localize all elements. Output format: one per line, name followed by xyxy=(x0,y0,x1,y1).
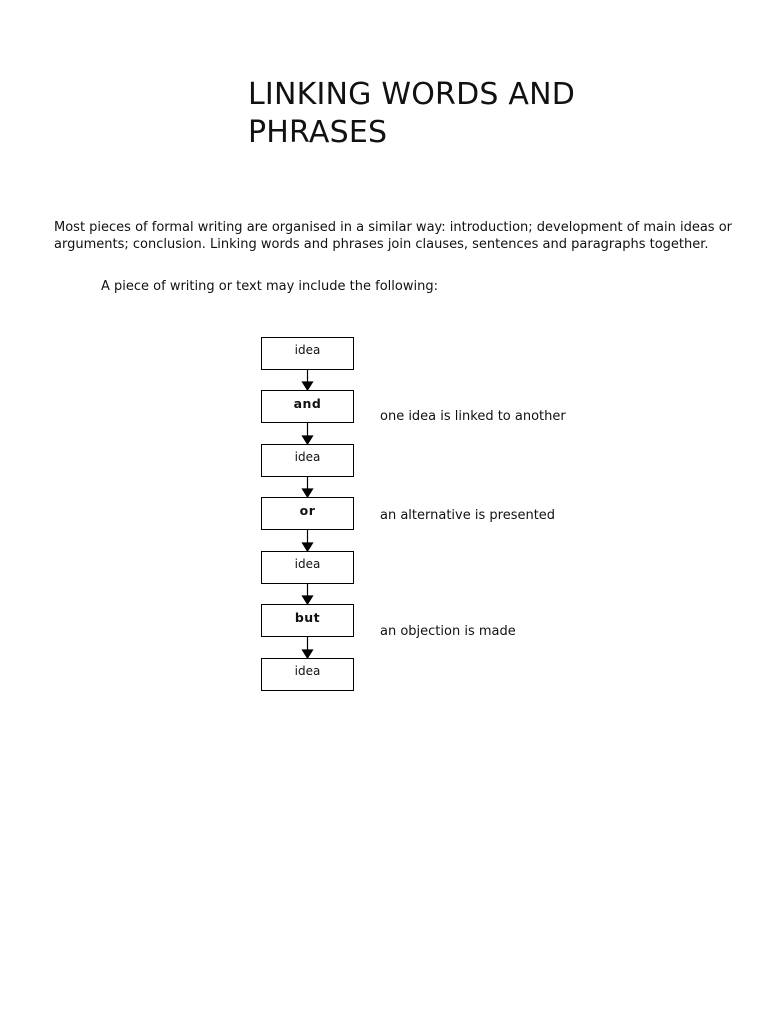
flow-arrowhead xyxy=(303,436,313,444)
but-description: an objection is made xyxy=(380,624,516,639)
or-description: an alternative is presented xyxy=(380,508,556,523)
lead-sentence: A piece of writing or text may include the following: xyxy=(101,279,438,294)
flow-node-idea: idea xyxy=(261,551,354,584)
flow-arrowhead xyxy=(303,489,313,497)
flow-node-idea: idea xyxy=(261,337,354,370)
intro-paragraph: Most pieces of formal writing are organised in a similar way: introduction; development of main ideas or arguments; conclusion. Linking words and phrases join clauses, sentences and paragraphs together. xyxy=(54,220,733,252)
and-description: one idea is linked to another xyxy=(380,409,566,424)
flow-node-or: or xyxy=(261,497,354,530)
flow-arrowhead xyxy=(303,382,313,390)
flow-node-and: and xyxy=(261,390,354,423)
flow-arrowhead xyxy=(303,543,313,551)
page-title: LINKING WORDS AND PHRASES xyxy=(248,77,576,150)
flow-node-idea: idea xyxy=(261,444,354,477)
flow-node-but: but xyxy=(261,604,354,637)
flow-arrowhead xyxy=(303,596,313,604)
flow-arrowhead xyxy=(303,650,313,658)
flow-node-idea: idea xyxy=(261,658,354,691)
